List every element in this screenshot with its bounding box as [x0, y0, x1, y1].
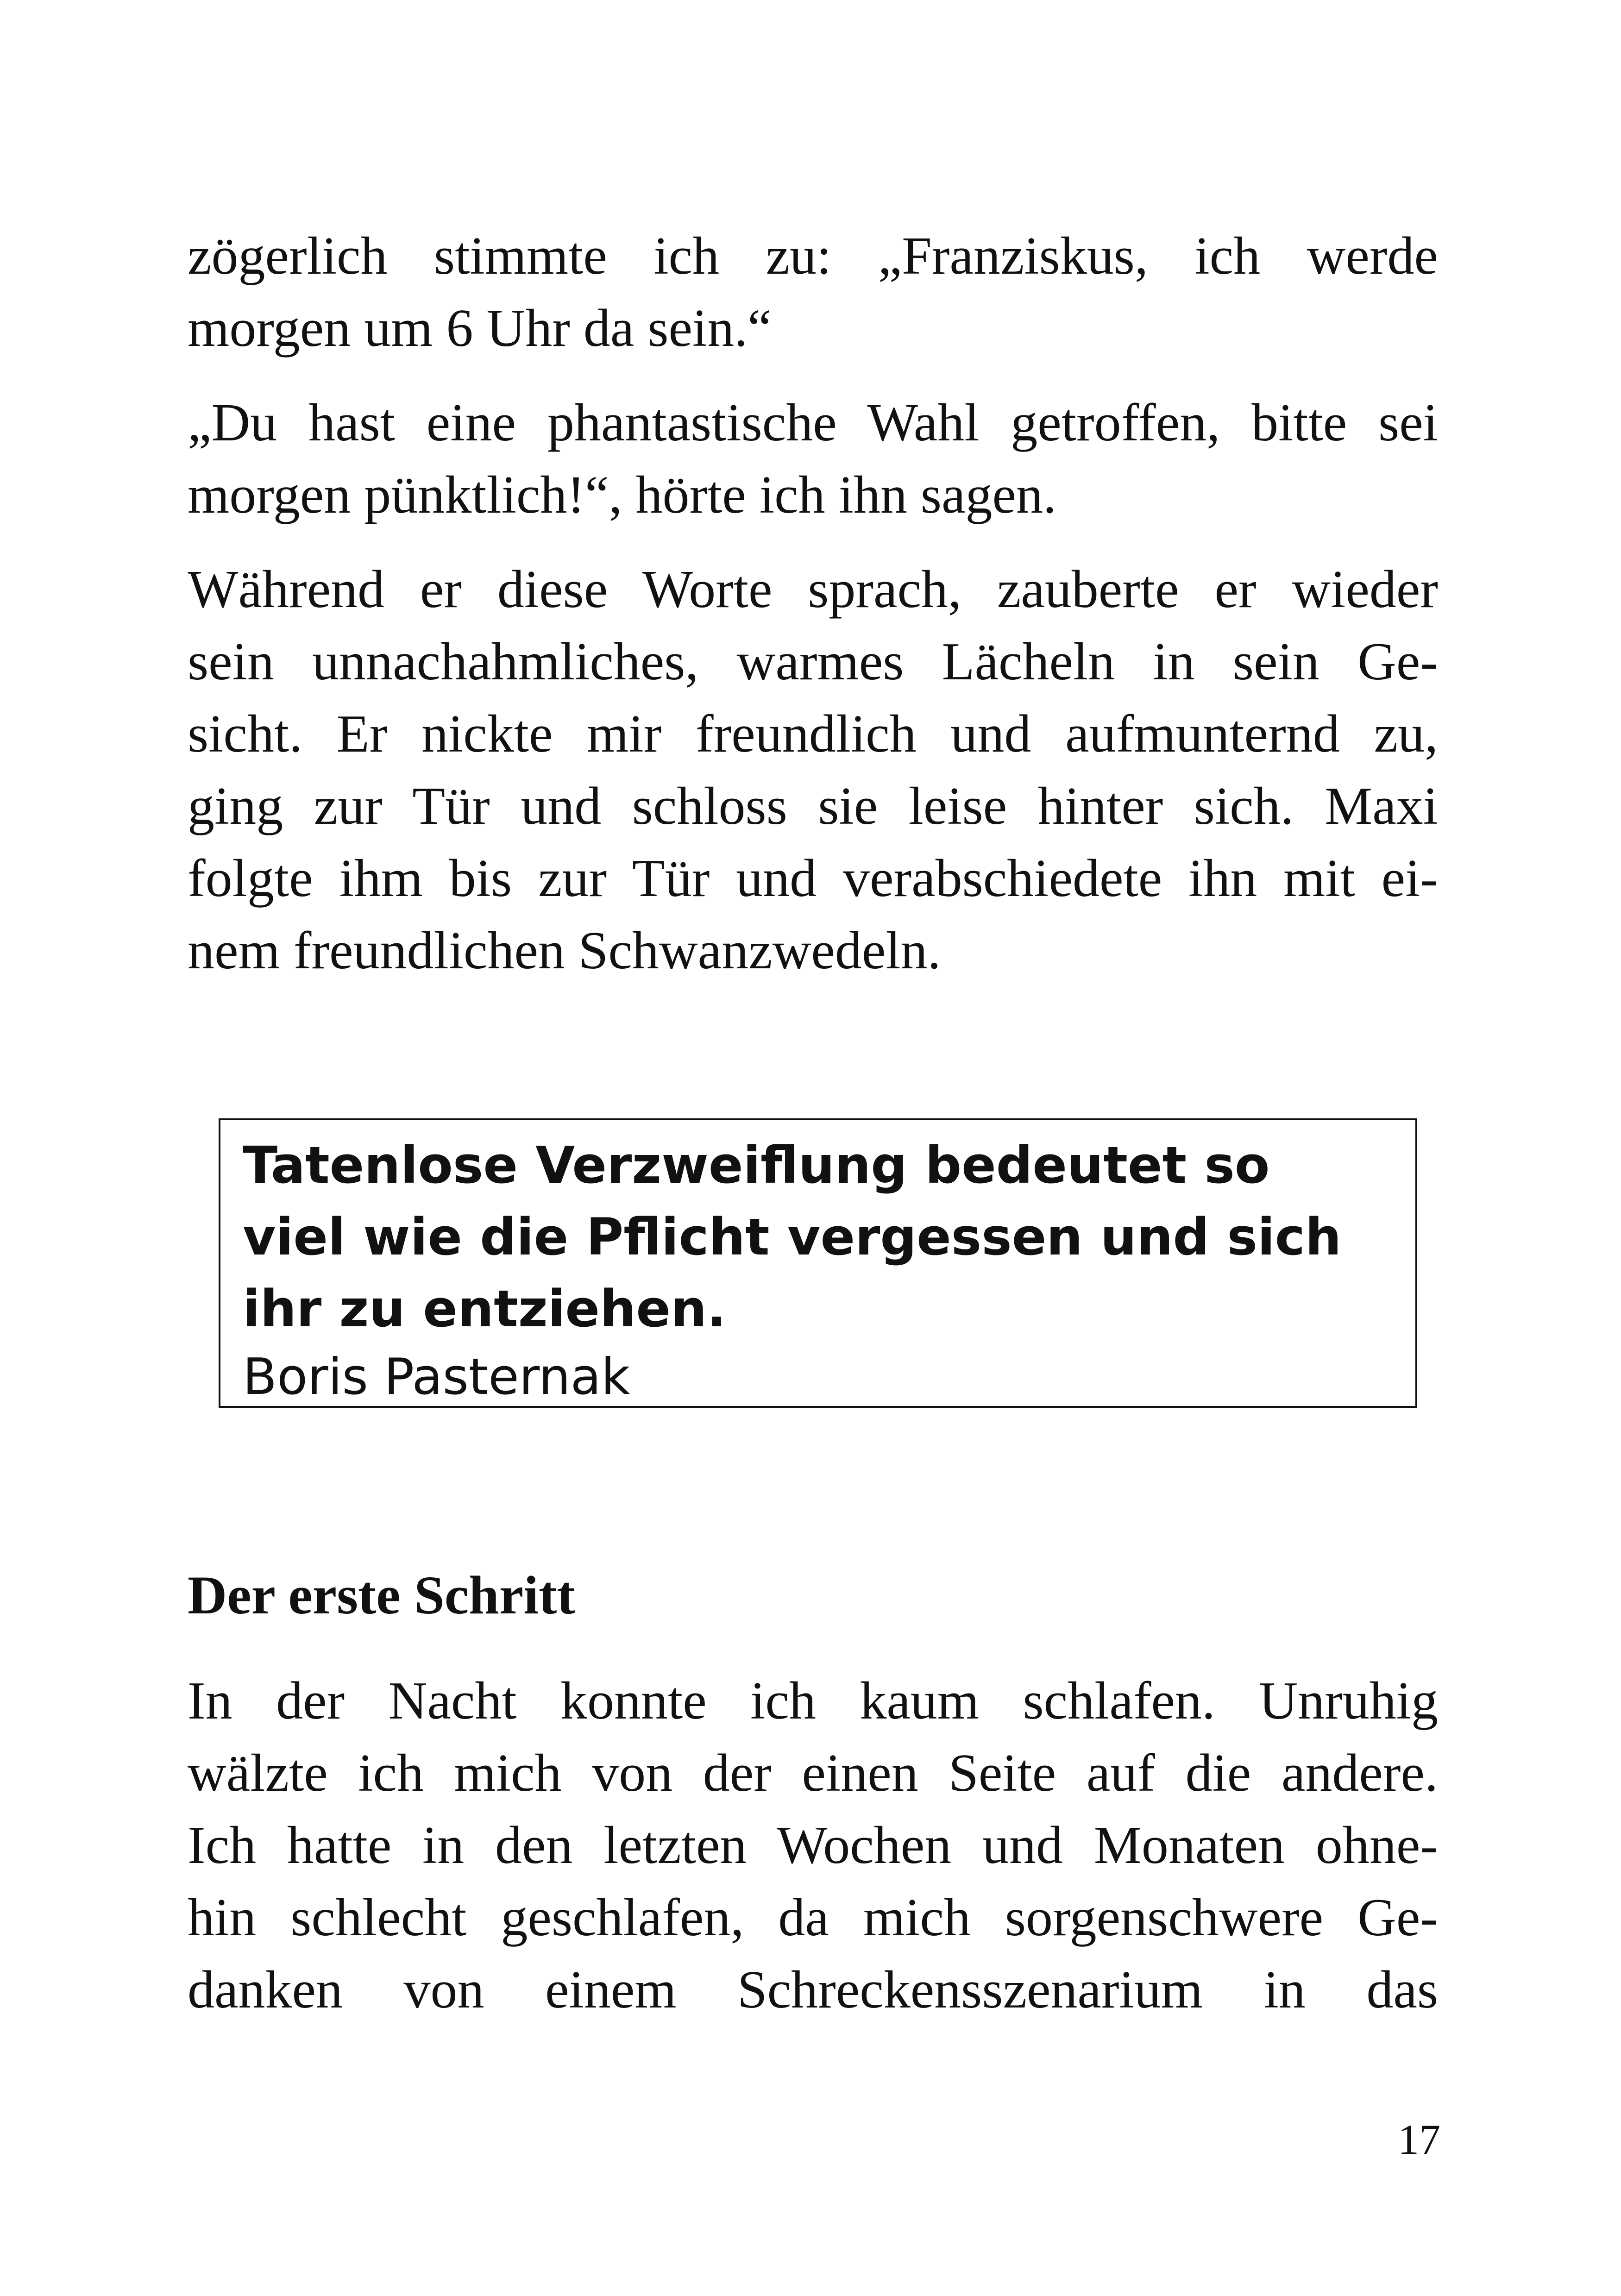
paragraph-line: hin schlecht geschlafen, da mich sorgenschwere Ge-	[188, 1888, 1438, 1947]
quote-line: viel wie die Pflicht vergessen und sich	[243, 1207, 1342, 1267]
paragraph-line: In der Nacht konnte ich kaum schlafen. Unruhig	[188, 1671, 1438, 1731]
paragraph-line: Ich hatte in den letzten Wochen und Monaten ohne-	[188, 1816, 1438, 1875]
page-number: 17	[1398, 2116, 1440, 2163]
paragraph-line: wälzte ich mich von der einen Seite auf die andere.	[188, 1744, 1438, 1803]
paragraph-1	[188, 220, 1438, 364]
paragraph-2	[188, 387, 1438, 531]
quote-line: Tatenlose Verzweiflung bedeutet so	[243, 1135, 1270, 1195]
quote-author: Boris Pasternak	[243, 1348, 630, 1406]
paragraph-line: danken von einem Schreckensszenarium in das	[188, 1960, 1438, 2020]
paragraph-line: ging zur Tür und schloss sie leise hinter sich. Maxi	[188, 777, 1438, 836]
paragraph-line: sicht. Er nickte mir freundlich und aufmunternd zu,	[188, 704, 1438, 764]
quote-text	[243, 1129, 1401, 1345]
quote-line: ihr zu entziehen.	[243, 1279, 727, 1338]
quote-box	[219, 1118, 1417, 1408]
section-heading: Der erste Schritt	[188, 1565, 575, 1625]
paragraph-line: morgen um 6 Uhr da sein.“	[188, 299, 772, 358]
paragraph-line: folgte ihm bis zur Tür und verabschiedete ihn mit ei-	[188, 849, 1438, 908]
paragraph-line: sein unnachahmliches, warmes Lächeln in sein Ge-	[188, 632, 1438, 691]
paragraph-3	[188, 553, 1438, 987]
paragraph-4	[188, 1665, 1438, 2026]
paragraph-line: morgen pünktlich!“, hörte ich ihn sagen.	[188, 465, 1056, 525]
paragraph-line: „Du hast eine phantastische Wahl getroffen, bitte sei	[188, 393, 1438, 452]
paragraph-line: nem freundlichen Schwanzwedeln.	[188, 921, 941, 980]
paragraph-line: Während er diese Worte sprach, zauberte er wieder	[188, 560, 1438, 619]
paragraph-line: zögerlich stimmte ich zu: „Franziskus, ich werde	[188, 226, 1438, 286]
